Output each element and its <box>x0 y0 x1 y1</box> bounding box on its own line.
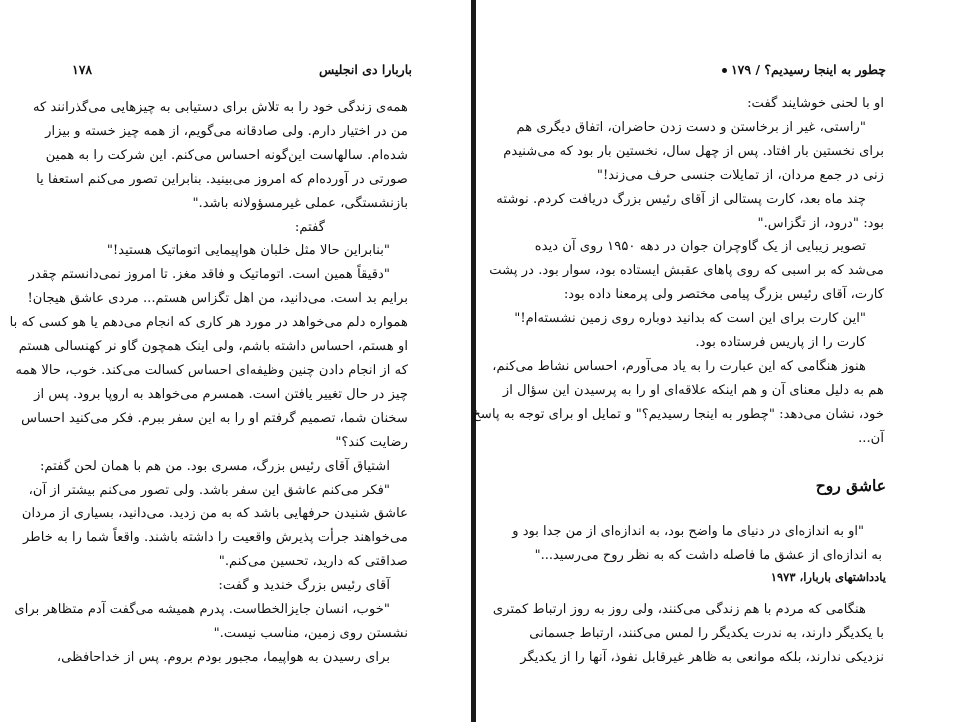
text-line: "خوب، انسان جایزالخطاست. پدرم همیشه می‌گفت آدم متظاهر برای <box>14 602 390 618</box>
text-line: که از انجام دادن چنین وظیفه‌ای احساس کسالت می‌کند. خوب، حالا همه <box>15 362 408 378</box>
text-line: عاشق شنیدن حرفهایی باشد که به من زدید. می‌دانید، بسیاری از مردان <box>21 506 408 522</box>
text-line: صداقتی که دارید، تحسین می‌کنم." <box>218 554 408 570</box>
text-line: هنگامی که مردم با هم زندگی می‌کنند، ولی روز به روز ارتباط کمتری <box>492 602 866 617</box>
page-number: ۱۷۸ <box>72 62 93 77</box>
text-line: زنی در جمع مردان، از تمایلات جنسی حرف می‌زند!" <box>596 167 884 183</box>
text-line: بود: "درود، از تگزاس." <box>757 215 884 231</box>
right-page-body-continued <box>492 598 884 670</box>
text-line: بازنشستگی، عملی غیرمسؤولانه باشد." <box>192 195 408 211</box>
text-line: همه‌ی زندگی خود را به تلاش برای دستیابی به چیزهایی می‌گذرانند که <box>32 100 408 115</box>
text-line: "بنابراین حالا مثل خلبان هواپیمایی اتوماتیک هستید!" <box>106 243 390 259</box>
text-line: با یکدیگر دارند، به ندرت یکدیگر را لمس می‌کنند، ارتباط جسمانی <box>529 625 884 641</box>
text-line: "راستی، غیر از برخاستن و دست زدن حاضران، اتفاق دیگری هم <box>516 119 866 135</box>
page-number: ۱۷۹ <box>730 62 752 77</box>
right-page-header <box>566 62 886 82</box>
text-line: به اندازه‌ای از عشق ما فاصله داشت که به نظر روح می‌رسید..." <box>534 548 882 563</box>
text-line: برای رسیدن به هواپیما، مجبور بودم بروم. پس از خداحافظی، <box>56 649 390 665</box>
text-line: می‌خواهند جرأت پذیرش واقعیت را داشته باشند. واقعاً شما را به خاطر <box>22 530 408 546</box>
text-line: آن... <box>858 430 884 446</box>
text-line: برایم بد است. می‌دانید، من اهل تگزاس هستم... مردی عاشق هیجان! <box>27 291 408 307</box>
text-line: چیز در حال تغییر یافتن است. همسرم می‌خواهد به اروپا برود. پس از <box>34 386 408 402</box>
section-title: عاشق روح <box>815 476 886 495</box>
right-page <box>472 0 956 722</box>
text-line: "فکر می‌کنم عاشق این سفر باشد. ولی تصور می‌کنم بیشتر از آن، <box>28 482 390 498</box>
text-line: خود، نشان می‌دهد: "چطور به اینجا رسیدیم؟" و تمایل او برای توجه به پاسخ <box>472 406 884 422</box>
left-page <box>0 0 472 722</box>
text-line: صورتی در آورده‌ام که امروز می‌بینید. بنابراین تصور می‌کنم استعفا یا <box>36 171 408 187</box>
text-line: آقای رئیس بزرگ خندید و گفت: <box>218 578 390 594</box>
text-line: کارت، آقای رئیس بزرگ پیامی مختصر ولی پرمعنا داده بود: <box>563 287 884 303</box>
text-line: او هستم، احساس داشته باشم، ولی اینک همچون گاو نر کهنسالی هستم <box>18 339 408 355</box>
text-line: چند ماه بعد، کارت پستالی از آقای رئیس بزرگ دریافت کردم. نوشته <box>496 191 866 207</box>
text-line: شده‌ام. سالهاست این‌گونه احساس می‌کنم. این شرکت را به همین <box>45 147 408 163</box>
left-page-body <box>9 96 408 670</box>
text-line: کارت را از پاریس فرستاده بود. <box>695 335 866 351</box>
text-line: هم به دلیل معنای آن و هم اینکه علاقه‌ای او را به پرسیدن این سؤال از <box>502 382 884 398</box>
running-title: چطور به اینجا رسیدیم؟ / ۱۷۹ <box>718 62 886 77</box>
text-line: گفتم: <box>294 219 326 235</box>
text-line: سخنان شما، تصمیم گرفتم او را به این سفر ببرم. فکر می‌کنید احساس <box>21 410 408 426</box>
text-line: او با لحنی خوشایند گفت: <box>747 96 884 111</box>
text-line: هنوز هنگامی که این عبارت را به یاد می‌آورم، احساس نشاط می‌کنم، <box>492 358 866 374</box>
right-page-body <box>472 92 884 451</box>
text-line: من در اختیار دارم. ولی صادقانه می‌گویم، از همه چیز خسته و بیزار <box>45 123 408 139</box>
text-line: همواره دلم می‌خواهد در مورد هر کاری که انجام می‌دهم یا هو کسی که با <box>9 315 408 331</box>
running-title: باربارا دی انجلیس <box>318 62 412 77</box>
text-line: اشتیاق آقای رئیس بزرگ، مسری بود. من هم با همان لحن گفتم: <box>39 458 390 474</box>
text-line: برای نخستین بار افتاد. پس از چهل سال، نخستین بار بود که می‌شنیدم <box>503 143 884 159</box>
text-line: "این کارت برای این است که بدانید دوباره روی زمین نشسته‌ام!" <box>514 311 866 327</box>
text-line: نشستن روی زمین، مناسب نیست." <box>213 625 408 641</box>
text-line: می‌شد که بر اسبی که روی پاهای عقبش ایستاده بود، سوار بود. در پشت <box>489 263 884 279</box>
text-line: "دقیقاً همین است. اتوماتیک و فاقد مغز. تا امروز نمی‌دانستم چقدر <box>28 267 390 283</box>
quote-source: یادداشتهای باربارا، ۱۹۷۳ <box>770 570 886 584</box>
text-line: تصویر زیبایی از یک گاوچران جوان در دهه ۱۹۵۰ روی آن دیده <box>534 239 866 255</box>
text-line: "او به اندازه‌ای در دنیای ما واضح بود، به اندازه‌ای از من جدا بود و <box>512 524 864 539</box>
left-page-header <box>62 62 412 82</box>
text-line: رضایت کند؟" <box>335 434 408 450</box>
epigraph-quote <box>512 520 882 568</box>
text-line: نزدیکی ندارند، بلکه موانعی به ظاهر غیرقابل نفوذ، آنها را از یکدیگر <box>520 649 884 665</box>
bullet-dot-icon <box>722 68 727 73</box>
